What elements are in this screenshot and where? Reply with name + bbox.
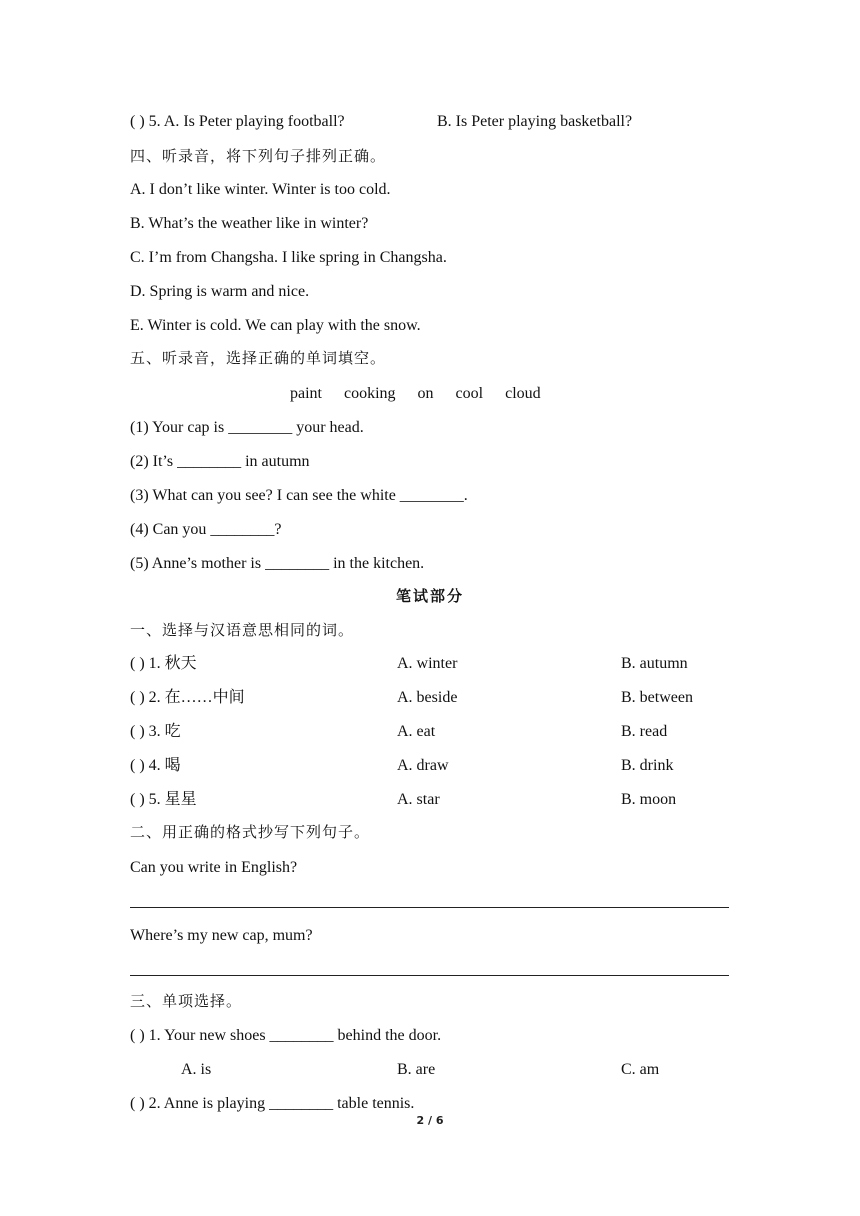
vocab-option-b: B. drink: [621, 757, 674, 774]
vocab-option-a: A. draw: [397, 757, 449, 774]
word-bank-item: paint: [290, 385, 322, 402]
vocab-option-b: B. autumn: [621, 655, 688, 672]
mc-question-1: ( ) 1. Your new shoes ________ behind the door.: [130, 1027, 442, 1044]
word-bank-item: on: [417, 385, 434, 402]
fill-blank-5: (5) Anne’s mother is ________ in the kitchen.: [130, 555, 425, 572]
word-bank-item: cloud: [505, 385, 541, 402]
mc-question-2: ( ) 2. Anne is playing ________ table tennis.: [130, 1095, 415, 1112]
listening-q5-option-a: ( ) 5. A. Is Peter playing football?: [130, 113, 345, 130]
sentence-a: A. I don’t like winter. Winter is too cold.: [130, 181, 391, 198]
vocab-option-b: B. read: [621, 723, 668, 740]
word-bank-item: cool: [455, 385, 484, 402]
section-5-title: 五、听录音，选择正确的单词填空。: [130, 349, 387, 367]
word-bank: [290, 384, 563, 404]
fill-blank-4: (4) Can you ________?: [130, 521, 282, 538]
section-4-title: 四、听录音，将下列句子排列正确。: [130, 147, 387, 165]
mc-option-b: B. are: [397, 1061, 436, 1078]
vocab-option-a: A. beside: [397, 689, 458, 706]
section-3-title: 三、单项选择。: [130, 992, 243, 1010]
listening-q5-option-b: B. Is Peter playing basketball?: [437, 113, 633, 130]
sentence-e: E. Winter is cold. We can play with the snow.: [130, 317, 421, 334]
vocab-option-a: A. winter: [397, 655, 458, 672]
vocab-question-3: ( ) 3. 吃: [130, 723, 181, 740]
mc-option-a: A. is: [181, 1061, 212, 1078]
vocab-option-a: A. star: [397, 791, 440, 808]
vocab-question-2: ( ) 2. 在……中间: [130, 689, 245, 706]
page-number: 2 / 6: [416, 1114, 444, 1127]
fill-blank-2: (2) It’s ________ in autumn: [130, 453, 310, 470]
writing-line: [130, 907, 729, 908]
vocab-option-b: B. between: [621, 689, 693, 706]
sentence-c: C. I’m from Changsha. I like spring in Changsha.: [130, 249, 447, 266]
copy-sentence-1: Can you write in English?: [130, 859, 298, 876]
fill-blank-1: (1) Your cap is ________ your head.: [130, 419, 364, 436]
vocab-option-b: B. moon: [621, 791, 677, 808]
vocab-question-5: ( ) 5. 星星: [130, 791, 197, 808]
fill-blank-3: (3) What can you see? I can see the white ________.: [130, 487, 468, 504]
word-bank-item: cooking: [344, 385, 396, 402]
written-part-title: 笔试部分: [395, 587, 464, 605]
mc-option-c: C. am: [621, 1061, 660, 1078]
sentence-d: D. Spring is warm and nice.: [130, 283, 310, 300]
section-2-title: 二、用正确的格式抄写下列句子。: [130, 823, 371, 841]
sentence-b: B. What’s the weather like in winter?: [130, 215, 369, 232]
writing-line: [130, 975, 729, 976]
vocab-question-4: ( ) 4. 喝: [130, 757, 181, 774]
section-1-title: 一、选择与汉语意思相同的词。: [130, 621, 355, 639]
copy-sentence-2: Where’s my new cap, mum?: [130, 927, 313, 944]
vocab-question-1: ( ) 1. 秋天: [130, 655, 197, 672]
vocab-option-a: A. eat: [397, 723, 436, 740]
